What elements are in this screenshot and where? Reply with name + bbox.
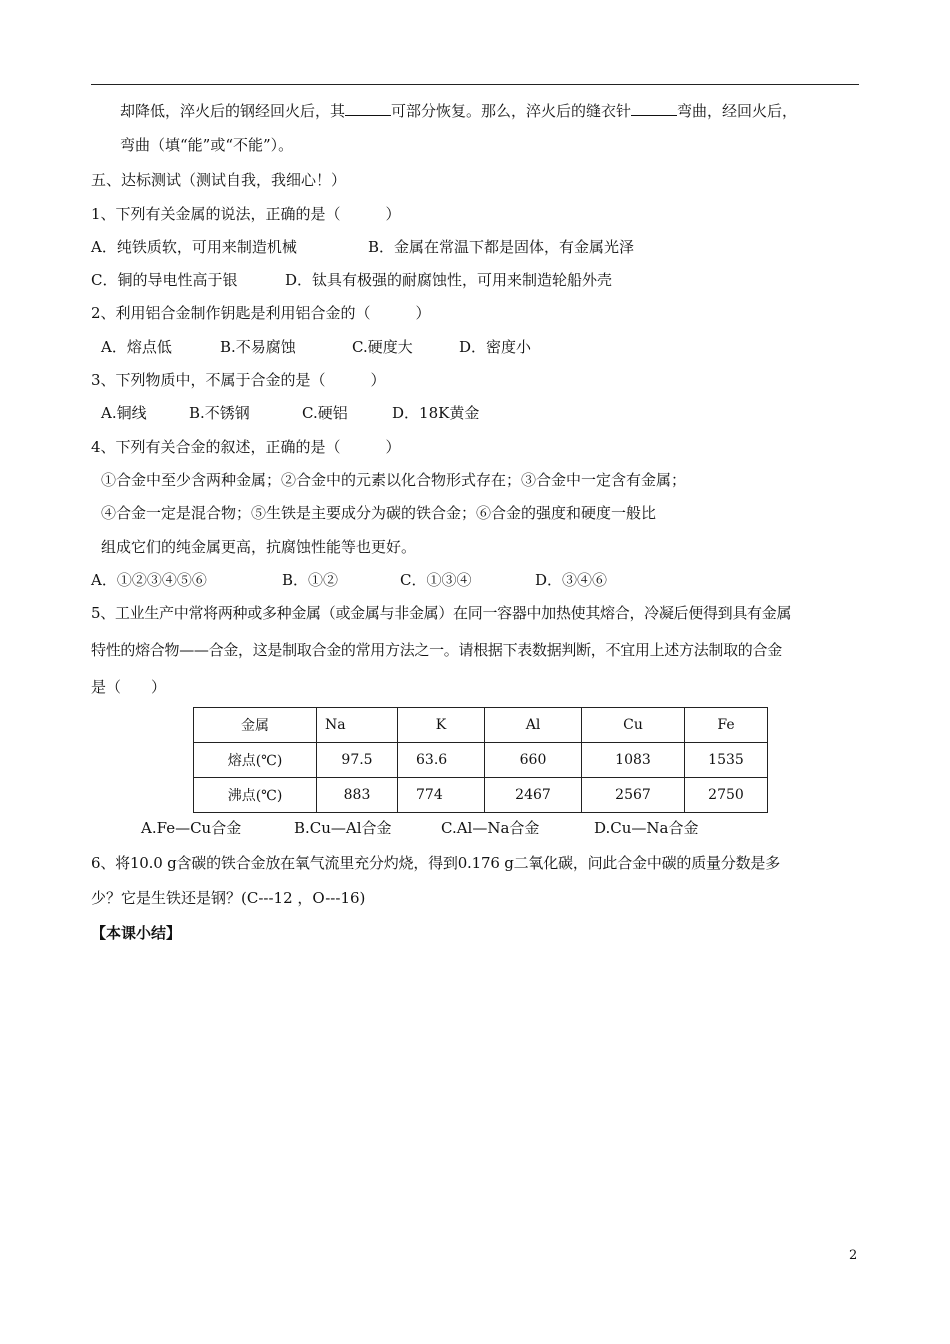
table-cell: Na xyxy=(317,708,398,743)
q2-stem: 2、利用铝合金制作钥匙是利用铝合金的（ ） xyxy=(91,304,431,322)
table-row xyxy=(194,778,768,813)
intro-text-b: 可部分恢复。那么，淬火后的缝衣针 xyxy=(391,102,632,120)
intro-text-c: 弯曲，经回火后， xyxy=(677,102,798,120)
table-row xyxy=(194,708,768,743)
q5-stem-line-2: 特性的熔合物——合金，这是制取合金的常用方法之一。请根据下表数据判断，不宜用上述方法制取的合金 xyxy=(91,641,782,659)
table-cell: 63.6 xyxy=(398,743,485,778)
q4-option-c[interactable]: C．①③④ xyxy=(400,571,472,589)
q4-stem: 4、下列有关合金的叙述，正确的是（ ） xyxy=(91,438,401,456)
table-cell: K xyxy=(398,708,485,743)
q2-option-a[interactable]: A．熔点低 xyxy=(101,338,172,356)
header-rule xyxy=(91,84,859,85)
q5-option-d[interactable]: D.Cu—Na合金 xyxy=(594,819,699,837)
q3-option-a[interactable]: A.铜线 xyxy=(101,404,147,422)
table-cell: Fe xyxy=(685,708,768,743)
q5-option-c[interactable]: C.Al—Na合金 xyxy=(441,819,540,837)
q4-statement-2: ④合金一定是混合物；⑤生铁是主要成分为碳的铁合金；⑥合金的强度和硬度一般比 xyxy=(101,504,657,522)
intro-line-2: 弯曲（填“能”或“不能”）。 xyxy=(120,136,294,154)
table-cell: 883 xyxy=(317,778,398,813)
q4-statement-3: 组成它们的纯金属更高，抗腐蚀性能等也更好。 xyxy=(101,538,417,556)
intro-text-a: 却降低，淬火后的钢经回火后，其 xyxy=(120,102,346,120)
table-cell: Al xyxy=(485,708,582,743)
section-title: 五、达标测试（测试自我，我细心！） xyxy=(91,171,347,189)
metal-data-table xyxy=(193,707,768,813)
table-cell: 1083 xyxy=(582,743,685,778)
q3-option-c[interactable]: C.硬铝 xyxy=(302,404,348,422)
q5-stem-line-3: 是（ ） xyxy=(91,678,167,696)
q2-option-b[interactable]: B.不易腐蚀 xyxy=(220,338,296,356)
table-cell: 2467 xyxy=(485,778,582,813)
table-cell: 660 xyxy=(485,743,582,778)
table-row xyxy=(194,743,768,778)
q4-option-a[interactable]: A．①②③④⑤⑥ xyxy=(91,571,207,589)
q2-option-d[interactable]: D．密度小 xyxy=(459,338,532,356)
q6-stem-line-2: 少？它是生铁还是钢？(C---12 ，O---16) xyxy=(91,889,366,907)
fill-blank-2[interactable] xyxy=(631,101,677,116)
q4-option-b[interactable]: B．①② xyxy=(282,571,339,589)
q3-stem: 3、下列物质中，不属于合金的是（ ） xyxy=(91,371,386,389)
table-cell: Cu xyxy=(582,708,685,743)
intro-line-1 xyxy=(120,101,797,121)
summary-heading: 【本课小结】 xyxy=(91,924,182,942)
table-cell: 1535 xyxy=(685,743,768,778)
q5-stem-line-1: 5、工业生产中常将两种或多种金属（或金属与非金属）在同一容器中加热使其熔合，冷凝后便得到具有金属 xyxy=(91,604,792,622)
q1-option-d[interactable]: D．钛具有极强的耐腐蚀性，可用来制造轮船外壳 xyxy=(285,271,613,289)
q6-stem-line-1: 6、将10.0 g含碳的铁合金放在氧气流里充分灼烧，得到0.176 g二氧化碳，问此合金中碳的质量分数是多 xyxy=(91,854,781,872)
table-cell: 金属 xyxy=(194,708,317,743)
q5-option-b[interactable]: B.Cu—Al合金 xyxy=(294,819,392,837)
q5-option-a[interactable]: A.Fe—Cu合金 xyxy=(141,819,242,837)
table-cell: 2567 xyxy=(582,778,685,813)
q1-option-b[interactable]: B．金属在常温下都是固体，有金属光泽 xyxy=(368,238,635,256)
q3-option-b[interactable]: B.不锈钢 xyxy=(189,404,250,422)
q1-option-c[interactable]: C．铜的导电性高于银 xyxy=(91,271,238,289)
page-number: 2 xyxy=(849,1248,858,1263)
q1-option-a[interactable]: A．纯铁质软，可用来制造机械 xyxy=(91,238,297,256)
table-cell: 97.5 xyxy=(317,743,398,778)
table-cell: 沸点(℃) xyxy=(194,778,317,813)
fill-blank-1[interactable] xyxy=(345,101,391,116)
q4-statement-1: ①合金中至少含两种金属；②合金中的元素以化合物形式存在；③合金中一定含有金属； xyxy=(101,471,687,489)
q1-stem: 1、下列有关金属的说法，正确的是（ ） xyxy=(91,205,401,223)
q4-option-d[interactable]: D．③④⑥ xyxy=(535,571,608,589)
table-cell: 2750 xyxy=(685,778,768,813)
q3-option-d[interactable]: D．18K黄金 xyxy=(392,404,480,422)
table-cell: 熔点(℃) xyxy=(194,743,317,778)
q2-option-c[interactable]: C.硬度大 xyxy=(352,338,413,356)
table-cell: 774 xyxy=(398,778,485,813)
